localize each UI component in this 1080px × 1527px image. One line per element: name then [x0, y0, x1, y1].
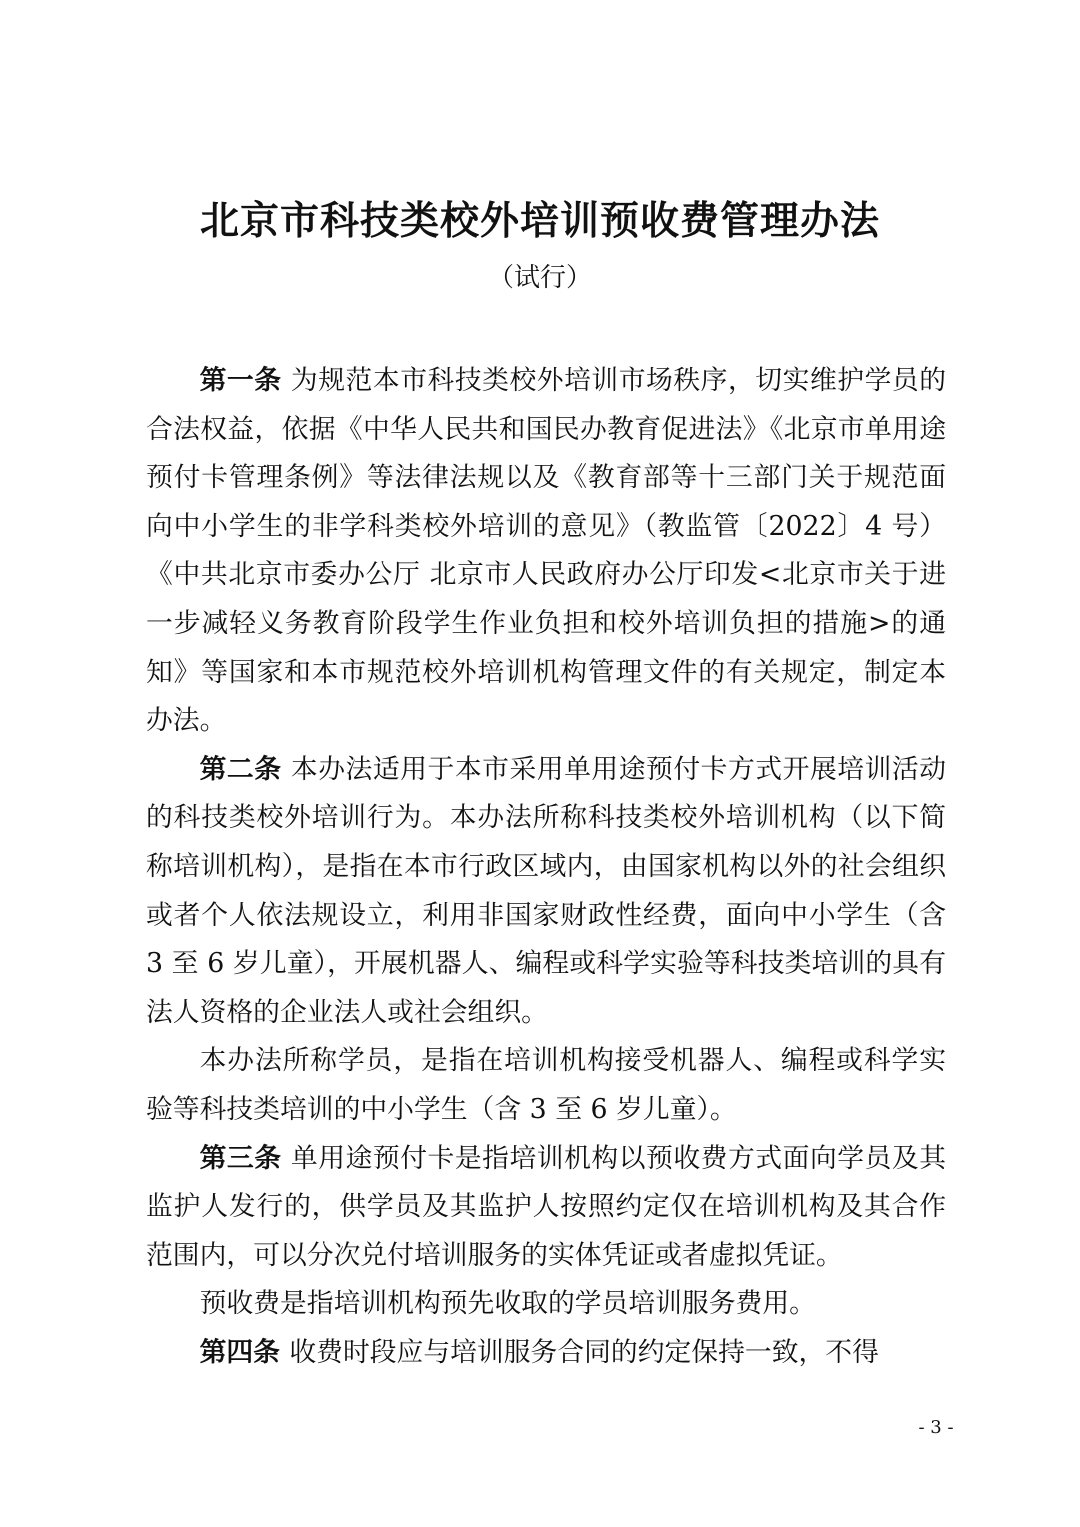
document-subtitle: （试行）	[487, 263, 592, 293]
article-label: 第二条	[199, 753, 282, 785]
article-3-paragraph	[146, 1135, 946, 1281]
article-text: 收费时段应与培训服务合同的约定保持一致，不得	[289, 1336, 879, 1368]
article-label: 第三条	[199, 1142, 282, 1174]
article-label: 第四条	[199, 1336, 280, 1368]
document-body	[146, 357, 946, 1377]
article-2-paragraph	[146, 746, 946, 1038]
document-title: 北京市科技类校外培训预收费管理办法	[199, 198, 880, 244]
article-text: 本办法适用于本市采用单用途预付卡方式开展培训活动的科技类校外培训行为。本办法所称科技类校外培训机构（以下简称培训机构），是指在本市行政区域内，由国家机构以外的社会组织或者个人依法规设立，利用非国家财政性经费，面向中小学生（含 3 至 6 岁儿童），开展机器人、编程或科学实验等科技类培训的具有法人资格的企业法人或社会组织。	[146, 753, 947, 1028]
article-text: 为规范本市科技类校外培训市场秩序，切实维护学员的合法权益，依据《中华人民共和国民办教育促进法》《北京市单用途预付卡管理条例》等法律法规以及《教育部等十三部门关于规范面向中小学生的非学科类校外培训的意见》（教监管〔2022〕4 号）《中共北京市委办公厅 北京市人民政府办公厅印发<北京市关于进一步减轻义务教育阶段学生作业负担和校外培训负担的措施>的通知》等国家和本市规范校外培训机构管理文件的有关规定，制定本办法。	[146, 365, 947, 737]
paragraph-text: 本办法所称学员，是指在培训机构接受机器人、编程或科学实验等科技类培训的中小学生（含 3 至 6 岁儿童）。	[146, 1045, 946, 1125]
page-number: - 3 -	[918, 1417, 954, 1438]
article-4-paragraph	[146, 1329, 946, 1378]
article-3-continuation-paragraph	[146, 1280, 946, 1329]
paragraph-text: 预收费是指培训机构预先收取的学员培训服务费用。	[199, 1288, 816, 1320]
article-text: 单用途预付卡是指培训机构以预收费方式面向学员及其监护人发行的，供学员及其监护人按照约定仅在培训机构及其合作范围内，可以分次兑付培训服务的实体凭证或者虚拟凭证。	[146, 1142, 947, 1271]
article-label: 第一条	[199, 365, 282, 396]
article-1-paragraph	[146, 357, 946, 746]
article-2-continuation-paragraph	[146, 1037, 946, 1134]
